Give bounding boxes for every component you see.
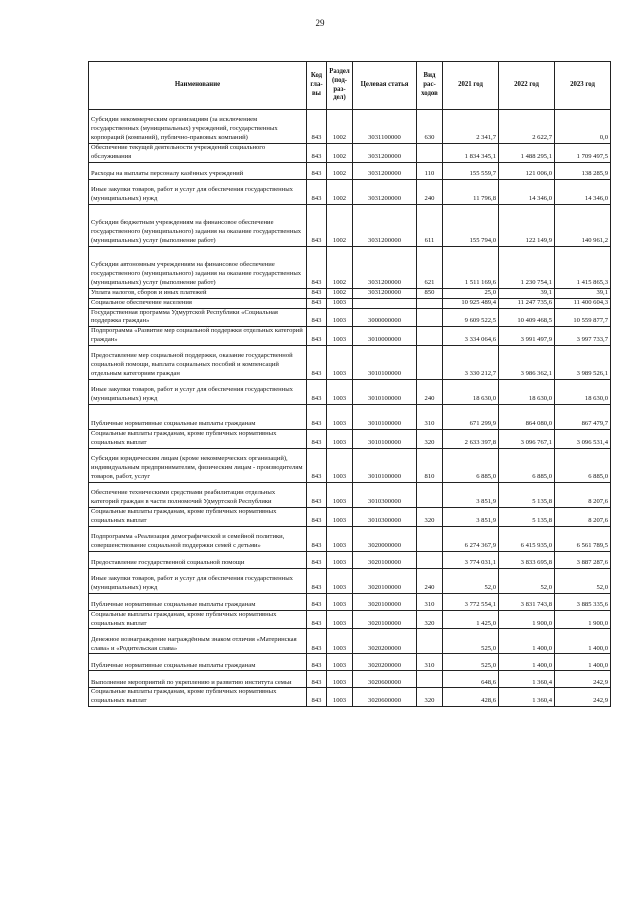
cell-2021: 428,6 — [443, 688, 499, 707]
cell-section: 1003 — [327, 568, 353, 593]
cell-2021: 1 834 345,1 — [443, 144, 499, 163]
cell-name: Иные закупки товаров, работ и услуг для обеспечения государственных (муниципальных) нужд — [89, 179, 307, 204]
cell-chapter: 843 — [307, 482, 327, 507]
cell-section: 1003 — [327, 526, 353, 551]
cell-section: 1002 — [327, 288, 353, 298]
cell-2022: 121 006,0 — [499, 162, 555, 179]
cell-article: 3020100000 — [353, 610, 417, 629]
cell-kind — [417, 482, 443, 507]
cell-article: 3010100000 — [353, 405, 417, 430]
cell-section: 1002 — [327, 246, 353, 288]
cell-2022: 5 135,8 — [499, 482, 555, 507]
cell-section: 1003 — [327, 298, 353, 308]
cell-article: 3020600000 — [353, 671, 417, 688]
cell-section: 1003 — [327, 551, 353, 568]
table-row — [89, 671, 611, 688]
table-row — [89, 179, 611, 204]
cell-2022: 1 488 295,1 — [499, 144, 555, 163]
header-section: Раздел (под-раз-дел) — [327, 62, 353, 110]
cell-article: 3020100000 — [353, 568, 417, 593]
cell-chapter: 843 — [307, 654, 327, 671]
cell-2022: 3 096 767,1 — [499, 430, 555, 449]
cell-kind: 240 — [417, 179, 443, 204]
table-row — [89, 162, 611, 179]
cell-article: 3031200000 — [353, 144, 417, 163]
cell-chapter: 843 — [307, 551, 327, 568]
cell-chapter: 843 — [307, 568, 327, 593]
cell-chapter: 843 — [307, 110, 327, 144]
cell-kind — [417, 551, 443, 568]
cell-name: Обеспечение текущей деятельности учреждений социального обслуживания — [89, 144, 307, 163]
cell-name: Уплата налогов, сборов и иных платежей — [89, 288, 307, 298]
cell-chapter: 843 — [307, 144, 327, 163]
cell-2021: 3 851,9 — [443, 482, 499, 507]
cell-name: Подпрограмма «Развитие мер социальной поддержки отдельных категорий граждан» — [89, 327, 307, 346]
table-row — [89, 204, 611, 246]
cell-kind: 621 — [417, 246, 443, 288]
cell-article: 3010000000 — [353, 327, 417, 346]
cell-2021: 525,0 — [443, 654, 499, 671]
cell-article: 3010100000 — [353, 346, 417, 380]
table-row — [89, 405, 611, 430]
cell-chapter: 843 — [307, 526, 327, 551]
table-row — [89, 298, 611, 308]
cell-2023: 1 415 865,3 — [555, 246, 611, 288]
cell-section: 1002 — [327, 110, 353, 144]
cell-kind: 630 — [417, 110, 443, 144]
cell-article: 3020000000 — [353, 526, 417, 551]
cell-section: 1003 — [327, 327, 353, 346]
cell-name: Социальные выплаты гражданам, кроме публичных нормативных социальных выплат — [89, 430, 307, 449]
cell-name: Выполнение мероприятий по укреплению и развитию института семьи — [89, 671, 307, 688]
cell-2022: 1 360,4 — [499, 671, 555, 688]
cell-2021: 155 559,7 — [443, 162, 499, 179]
table-row — [89, 430, 611, 449]
cell-2022: 1 900,0 — [499, 610, 555, 629]
table-row — [89, 593, 611, 610]
cell-article: 3010100000 — [353, 430, 417, 449]
cell-kind — [417, 144, 443, 163]
table-row — [89, 380, 611, 405]
cell-article: 3010100000 — [353, 448, 417, 482]
cell-name: Публичные нормативные социальные выплаты гражданам — [89, 654, 307, 671]
cell-article: 3031200000 — [353, 288, 417, 298]
cell-2023: 39,1 — [555, 288, 611, 298]
header-article: Целевая статья — [353, 62, 417, 110]
cell-article: 3020100000 — [353, 551, 417, 568]
cell-chapter: 843 — [307, 671, 327, 688]
cell-kind: 320 — [417, 430, 443, 449]
header-row — [89, 62, 611, 110]
cell-2023: 1 400,0 — [555, 629, 611, 654]
cell-chapter: 843 — [307, 448, 327, 482]
cell-2023: 8 207,6 — [555, 482, 611, 507]
cell-2023: 1 400,0 — [555, 654, 611, 671]
cell-kind — [417, 629, 443, 654]
table-row — [89, 110, 611, 144]
cell-name: Предоставление мер социальной поддержки, оказание государственной социальной помощи, выплата социальных пособий и компенсаций отдельным категориям граждан — [89, 346, 307, 380]
cell-name: Субсидии автономным учреждениям на финансовое обеспечение государственного (муниципального) задания на оказание государственных (муниципальных) услуг (выполнение работ) — [89, 246, 307, 288]
cell-2023: 1 709 497,5 — [555, 144, 611, 163]
cell-2021: 1 511 169,6 — [443, 246, 499, 288]
table-row — [89, 144, 611, 163]
cell-name: Публичные нормативные социальные выплаты гражданам — [89, 405, 307, 430]
cell-2021: 3 851,9 — [443, 507, 499, 526]
cell-chapter: 843 — [307, 179, 327, 204]
cell-2021: 525,0 — [443, 629, 499, 654]
cell-name: Публичные нормативные социальные выплаты гражданам — [89, 593, 307, 610]
cell-article: 3031200000 — [353, 246, 417, 288]
budget-table — [88, 61, 611, 707]
table-row — [89, 246, 611, 288]
cell-2023: 867 479,7 — [555, 405, 611, 430]
table-row — [89, 610, 611, 629]
cell-2023: 3 989 526,1 — [555, 346, 611, 380]
cell-2022: 3 833 695,8 — [499, 551, 555, 568]
header-kind: Вид рас-ходов — [417, 62, 443, 110]
cell-kind: 320 — [417, 610, 443, 629]
cell-2023: 0,0 — [555, 110, 611, 144]
cell-article: 3010100000 — [353, 380, 417, 405]
cell-2021: 3 334 064,6 — [443, 327, 499, 346]
cell-2023: 18 630,0 — [555, 380, 611, 405]
cell-2022: 3 986 362,1 — [499, 346, 555, 380]
page-number: 29 — [315, 18, 325, 28]
cell-2022: 39,1 — [499, 288, 555, 298]
cell-chapter: 843 — [307, 380, 327, 405]
cell-name: Расходы на выплаты персоналу казённых учреждений — [89, 162, 307, 179]
cell-2021: 6 274 367,9 — [443, 526, 499, 551]
cell-chapter: 843 — [307, 204, 327, 246]
cell-2023: 140 961,2 — [555, 204, 611, 246]
cell-section: 1003 — [327, 405, 353, 430]
cell-2023: 3 887 287,6 — [555, 551, 611, 568]
cell-chapter: 843 — [307, 288, 327, 298]
cell-2022: 1 400,0 — [499, 629, 555, 654]
cell-article: 3010300000 — [353, 507, 417, 526]
cell-2023: 11 400 604,3 — [555, 298, 611, 308]
cell-section: 1003 — [327, 610, 353, 629]
cell-name: Государственная программа Удмуртской Республики «Социальная поддержка граждан» — [89, 308, 307, 327]
cell-article — [353, 298, 417, 308]
cell-2023: 1 900,0 — [555, 610, 611, 629]
table-row — [89, 654, 611, 671]
cell-chapter: 843 — [307, 629, 327, 654]
cell-2023: 14 346,0 — [555, 179, 611, 204]
cell-section: 1003 — [327, 482, 353, 507]
cell-section: 1003 — [327, 629, 353, 654]
cell-2022: 3 991 497,9 — [499, 327, 555, 346]
cell-2022: 5 135,8 — [499, 507, 555, 526]
cell-2022: 3 831 743,8 — [499, 593, 555, 610]
cell-article: 3020100000 — [353, 593, 417, 610]
cell-2021: 3 774 031,1 — [443, 551, 499, 568]
cell-section: 1002 — [327, 162, 353, 179]
cell-kind: 810 — [417, 448, 443, 482]
cell-chapter: 843 — [307, 327, 327, 346]
cell-2023: 8 207,6 — [555, 507, 611, 526]
cell-article: 3031100000 — [353, 110, 417, 144]
cell-2023: 138 285,9 — [555, 162, 611, 179]
cell-section: 1002 — [327, 204, 353, 246]
cell-2021: 10 925 489,4 — [443, 298, 499, 308]
cell-2023: 6 885,0 — [555, 448, 611, 482]
table-row — [89, 526, 611, 551]
header-2022: 2022 год — [499, 62, 555, 110]
cell-2021: 52,0 — [443, 568, 499, 593]
cell-section: 1002 — [327, 144, 353, 163]
cell-2022: 122 149,9 — [499, 204, 555, 246]
cell-2022: 1 360,4 — [499, 688, 555, 707]
header-chapter: Код гла-вы — [307, 62, 327, 110]
cell-2021: 1 425,0 — [443, 610, 499, 629]
table-row — [89, 288, 611, 298]
cell-kind — [417, 526, 443, 551]
cell-article: 3031200000 — [353, 179, 417, 204]
cell-2021: 648,6 — [443, 671, 499, 688]
cell-2022: 2 622,7 — [499, 110, 555, 144]
cell-2021: 25,0 — [443, 288, 499, 298]
table-row — [89, 688, 611, 707]
cell-chapter: 843 — [307, 507, 327, 526]
cell-2021: 155 794,0 — [443, 204, 499, 246]
cell-2023: 242,9 — [555, 688, 611, 707]
cell-chapter: 843 — [307, 308, 327, 327]
table-row — [89, 346, 611, 380]
cell-section: 1003 — [327, 448, 353, 482]
cell-chapter: 843 — [307, 610, 327, 629]
cell-name: Социальные выплаты гражданам, кроме публичных нормативных социальных выплат — [89, 610, 307, 629]
cell-2023: 3 096 531,4 — [555, 430, 611, 449]
cell-name: Социальные выплаты гражданам, кроме публичных нормативных социальных выплат — [89, 507, 307, 526]
cell-kind: 240 — [417, 568, 443, 593]
cell-kind: 320 — [417, 507, 443, 526]
cell-2021: 18 630,0 — [443, 380, 499, 405]
cell-name: Иные закупки товаров, работ и услуг для обеспечения государственных (муниципальных) нужд — [89, 568, 307, 593]
cell-section: 1003 — [327, 593, 353, 610]
cell-article: 3031200000 — [353, 162, 417, 179]
cell-2022: 864 080,0 — [499, 405, 555, 430]
cell-2022: 10 409 468,5 — [499, 308, 555, 327]
table-row — [89, 507, 611, 526]
cell-2021: 2 341,7 — [443, 110, 499, 144]
cell-2022: 1 230 754,1 — [499, 246, 555, 288]
cell-kind — [417, 298, 443, 308]
cell-article: 3020200000 — [353, 654, 417, 671]
cell-article: 3000000000 — [353, 308, 417, 327]
table-row — [89, 448, 611, 482]
table-row — [89, 327, 611, 346]
cell-article: 3020200000 — [353, 629, 417, 654]
cell-article: 3031200000 — [353, 204, 417, 246]
cell-article: 3020600000 — [353, 688, 417, 707]
cell-2021: 11 796,8 — [443, 179, 499, 204]
cell-chapter: 843 — [307, 246, 327, 288]
cell-name: Обеспечение техническими средствами реабилитации отдельных категорий граждан в части полномочий Удмуртской Республики — [89, 482, 307, 507]
cell-section: 1003 — [327, 654, 353, 671]
cell-chapter: 843 — [307, 162, 327, 179]
cell-chapter: 843 — [307, 405, 327, 430]
cell-section: 1003 — [327, 507, 353, 526]
cell-name: Субсидии юридическим лицам (кроме некоммерческих организаций), индивидуальным предпринимателям, физическим лицам - производителям товаров, работ, услуг — [89, 448, 307, 482]
table-row — [89, 568, 611, 593]
cell-name: Денежное вознаграждение награждённым знаком отличия «Материнская слава» и «Родительская слава» — [89, 629, 307, 654]
table-row — [89, 482, 611, 507]
cell-chapter: 843 — [307, 430, 327, 449]
table-row — [89, 629, 611, 654]
cell-article: 3010300000 — [353, 482, 417, 507]
cell-2023: 6 561 789,5 — [555, 526, 611, 551]
cell-2023: 242,9 — [555, 671, 611, 688]
cell-kind: 611 — [417, 204, 443, 246]
cell-name: Субсидии бюджетным учреждениям на финансовое обеспечение государственного (муниципального) задания на оказание государственных (муниципальных) услуг (выполнение работ) — [89, 204, 307, 246]
cell-2021: 3 330 212,7 — [443, 346, 499, 380]
cell-2023: 10 559 877,7 — [555, 308, 611, 327]
cell-name: Социальные выплаты гражданам, кроме публичных нормативных социальных выплат — [89, 688, 307, 707]
cell-2021: 671 299,9 — [443, 405, 499, 430]
cell-2023: 52,0 — [555, 568, 611, 593]
cell-kind: 310 — [417, 593, 443, 610]
cell-kind — [417, 671, 443, 688]
cell-chapter: 843 — [307, 298, 327, 308]
cell-section: 1003 — [327, 380, 353, 405]
cell-2021: 6 885,0 — [443, 448, 499, 482]
cell-2022: 18 630,0 — [499, 380, 555, 405]
cell-kind: 310 — [417, 654, 443, 671]
cell-section: 1003 — [327, 671, 353, 688]
cell-name: Социальное обеспечение населения — [89, 298, 307, 308]
cell-section: 1003 — [327, 308, 353, 327]
cell-2022: 6 415 935,0 — [499, 526, 555, 551]
cell-section: 1003 — [327, 430, 353, 449]
cell-2022: 11 247 735,6 — [499, 298, 555, 308]
cell-chapter: 843 — [307, 593, 327, 610]
cell-2021: 9 609 522,5 — [443, 308, 499, 327]
cell-2022: 6 885,0 — [499, 448, 555, 482]
cell-2022: 1 400,0 — [499, 654, 555, 671]
header-name: Наименование — [89, 62, 307, 110]
cell-section: 1003 — [327, 346, 353, 380]
cell-kind — [417, 308, 443, 327]
cell-kind: 310 — [417, 405, 443, 430]
cell-kind — [417, 346, 443, 380]
cell-name: Подпрограмма «Реализация демографической и семейной политики, совершенствование социальной поддержки семей с детьми» — [89, 526, 307, 551]
cell-2021: 3 772 554,1 — [443, 593, 499, 610]
cell-2021: 2 633 397,8 — [443, 430, 499, 449]
cell-section: 1002 — [327, 179, 353, 204]
cell-name: Предоставление государственной социальной помощи — [89, 551, 307, 568]
cell-2022: 14 346,0 — [499, 179, 555, 204]
table-row — [89, 308, 611, 327]
header-2021: 2021 год — [443, 62, 499, 110]
header-2023: 2023 год — [555, 62, 611, 110]
cell-kind: 320 — [417, 688, 443, 707]
cell-kind: 240 — [417, 380, 443, 405]
cell-kind — [417, 327, 443, 346]
cell-2022: 52,0 — [499, 568, 555, 593]
cell-2023: 3 997 733,7 — [555, 327, 611, 346]
cell-2023: 3 885 335,6 — [555, 593, 611, 610]
table-row — [89, 551, 611, 568]
cell-name: Субсидии некоммерческим организациям (за исключением государственных (муниципальных) учреждений, государственных корпораций (компаний), публично-правовых компаний) — [89, 110, 307, 144]
cell-section: 1003 — [327, 688, 353, 707]
cell-kind: 850 — [417, 288, 443, 298]
cell-chapter: 843 — [307, 346, 327, 380]
cell-chapter: 843 — [307, 688, 327, 707]
cell-name: Иные закупки товаров, работ и услуг для обеспечения государственных (муниципальных) нужд — [89, 380, 307, 405]
cell-kind: 110 — [417, 162, 443, 179]
